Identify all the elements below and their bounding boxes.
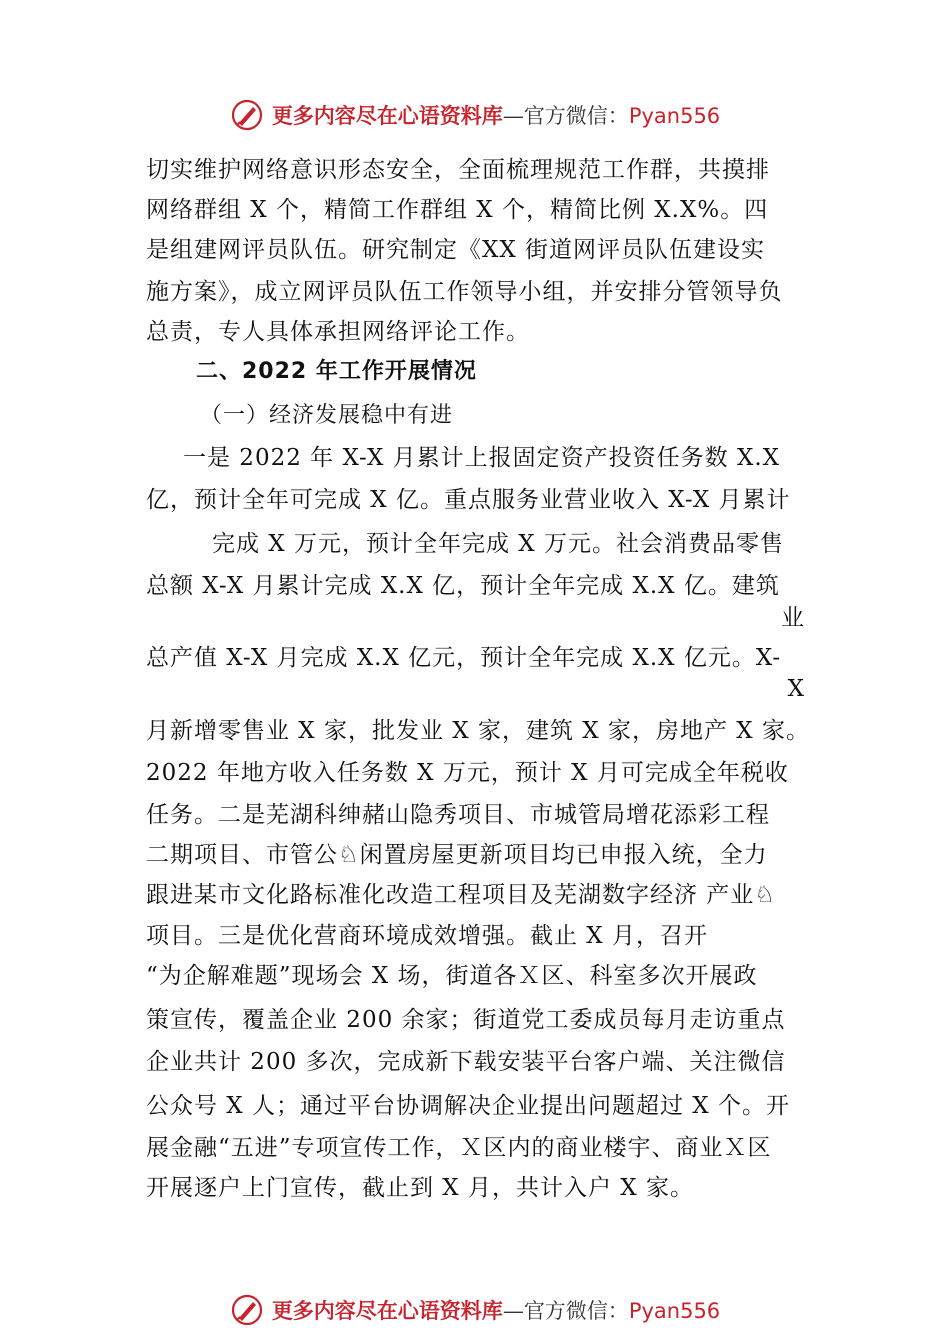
watermark-text [272, 100, 720, 130]
watermark-banner-top [0, 95, 950, 135]
text-line: 总产值 X-X 月完成 X.X 亿元，预计全年完成 X.X 亿元。X- [146, 645, 782, 671]
text-line: “为企解难题”现场会 X 场，街道各Ｘ区、科室多次开展政 [146, 963, 758, 989]
sub-heading: （一）经济发展稳中有进 [200, 403, 454, 428]
text-line: 公众号 X 人；通过平台协调解决企业提出问题超过 X 个。开 [146, 1093, 790, 1119]
text-line: 任务。二是芜湖科绅赭山隐秀项目、市城管局增花添彩工程 [146, 802, 770, 828]
watermark-official: 官方微信： [523, 1299, 629, 1323]
text-line: 展金融“五进”专项宣传工作，Ｘ区内的商业楼宇、商业Ｘ区 [146, 1135, 772, 1161]
text-line: 业 [781, 605, 805, 631]
text-line: 企业共计 200 多次，完成新下载安装平台客户端、关注微信 [146, 1049, 786, 1075]
text-line: 切实维护网络意识形态安全，全面梳理规范工作群，共摸排 [146, 157, 770, 183]
watermark-main: 更多内容尽在心语资料库 [271, 1298, 503, 1323]
text-line: 网络群组 X 个，精简工作群组 X 个，精简比例 X.X%。四 [146, 197, 769, 223]
watermark-id: Pyan556 [628, 1299, 721, 1323]
text-line: 策宣传，覆盖企业 200 余家；街道党工委成员每月走访重点 [146, 1007, 786, 1033]
text-line: 开展逐户上门宣传，截止到 X 月，共计入户 X 家。 [146, 1175, 694, 1201]
text-line: 完成 X 万元，预计全年完成 X 万元。社会消费品零售 [212, 531, 784, 557]
watermark-banner-bottom [0, 1290, 950, 1330]
watermark-id: Pyan556 [628, 104, 721, 128]
text-line: 总责，专人具体承担网络评论工作。 [146, 319, 530, 345]
pen-logo-icon [230, 1293, 264, 1327]
text-line: 项目。三是优化营商环境成效增强。截止 X 月，召开 [146, 923, 708, 949]
text-line: 2022 年地方收入任务数 X 万元，预计 X 月可完成全年税收 [146, 760, 789, 786]
watermark-main: 更多内容尽在心语资料库 [271, 103, 503, 128]
text-line: 施方案》，成立网评员队伍工作领导小组，并安排分管领导负 [146, 279, 783, 305]
text-line: 是组建网评员队伍。研究制定《XX 街道网评员队伍建设实 [146, 237, 766, 263]
section-heading: 二、2022 年工作开展情况 [196, 359, 477, 384]
text-line: 月新增零售业 X 家，批发业 X 家，建筑 X 家，房地产 X 家。 [146, 718, 810, 744]
watermark-dash: — [502, 104, 524, 128]
text-line: 亿，预计全年可完成 X 亿。重点服务业营业收入 X-X 月累计 [146, 487, 791, 513]
watermark-text [272, 1295, 720, 1325]
text-line: 总额 X-X 月累计完成 X.X 亿，预计全年完成 X.X 亿。建筑 [146, 573, 780, 599]
text-line: X [787, 676, 805, 702]
text-line: 二期项目、市管公♘闲置房屋更新项目均已申报入统，全力 [146, 842, 768, 868]
watermark-official: 官方微信： [523, 104, 629, 128]
text-line: 一是 2022 年 X-X 月累计上报固定资产投资任务数 X.X [183, 445, 781, 471]
pen-logo-icon [230, 98, 264, 132]
watermark-dash: — [502, 1299, 524, 1323]
text-line: 跟进某市文化路标准化改造工程项目及芜湖数字经济 产业♘ [146, 882, 776, 908]
